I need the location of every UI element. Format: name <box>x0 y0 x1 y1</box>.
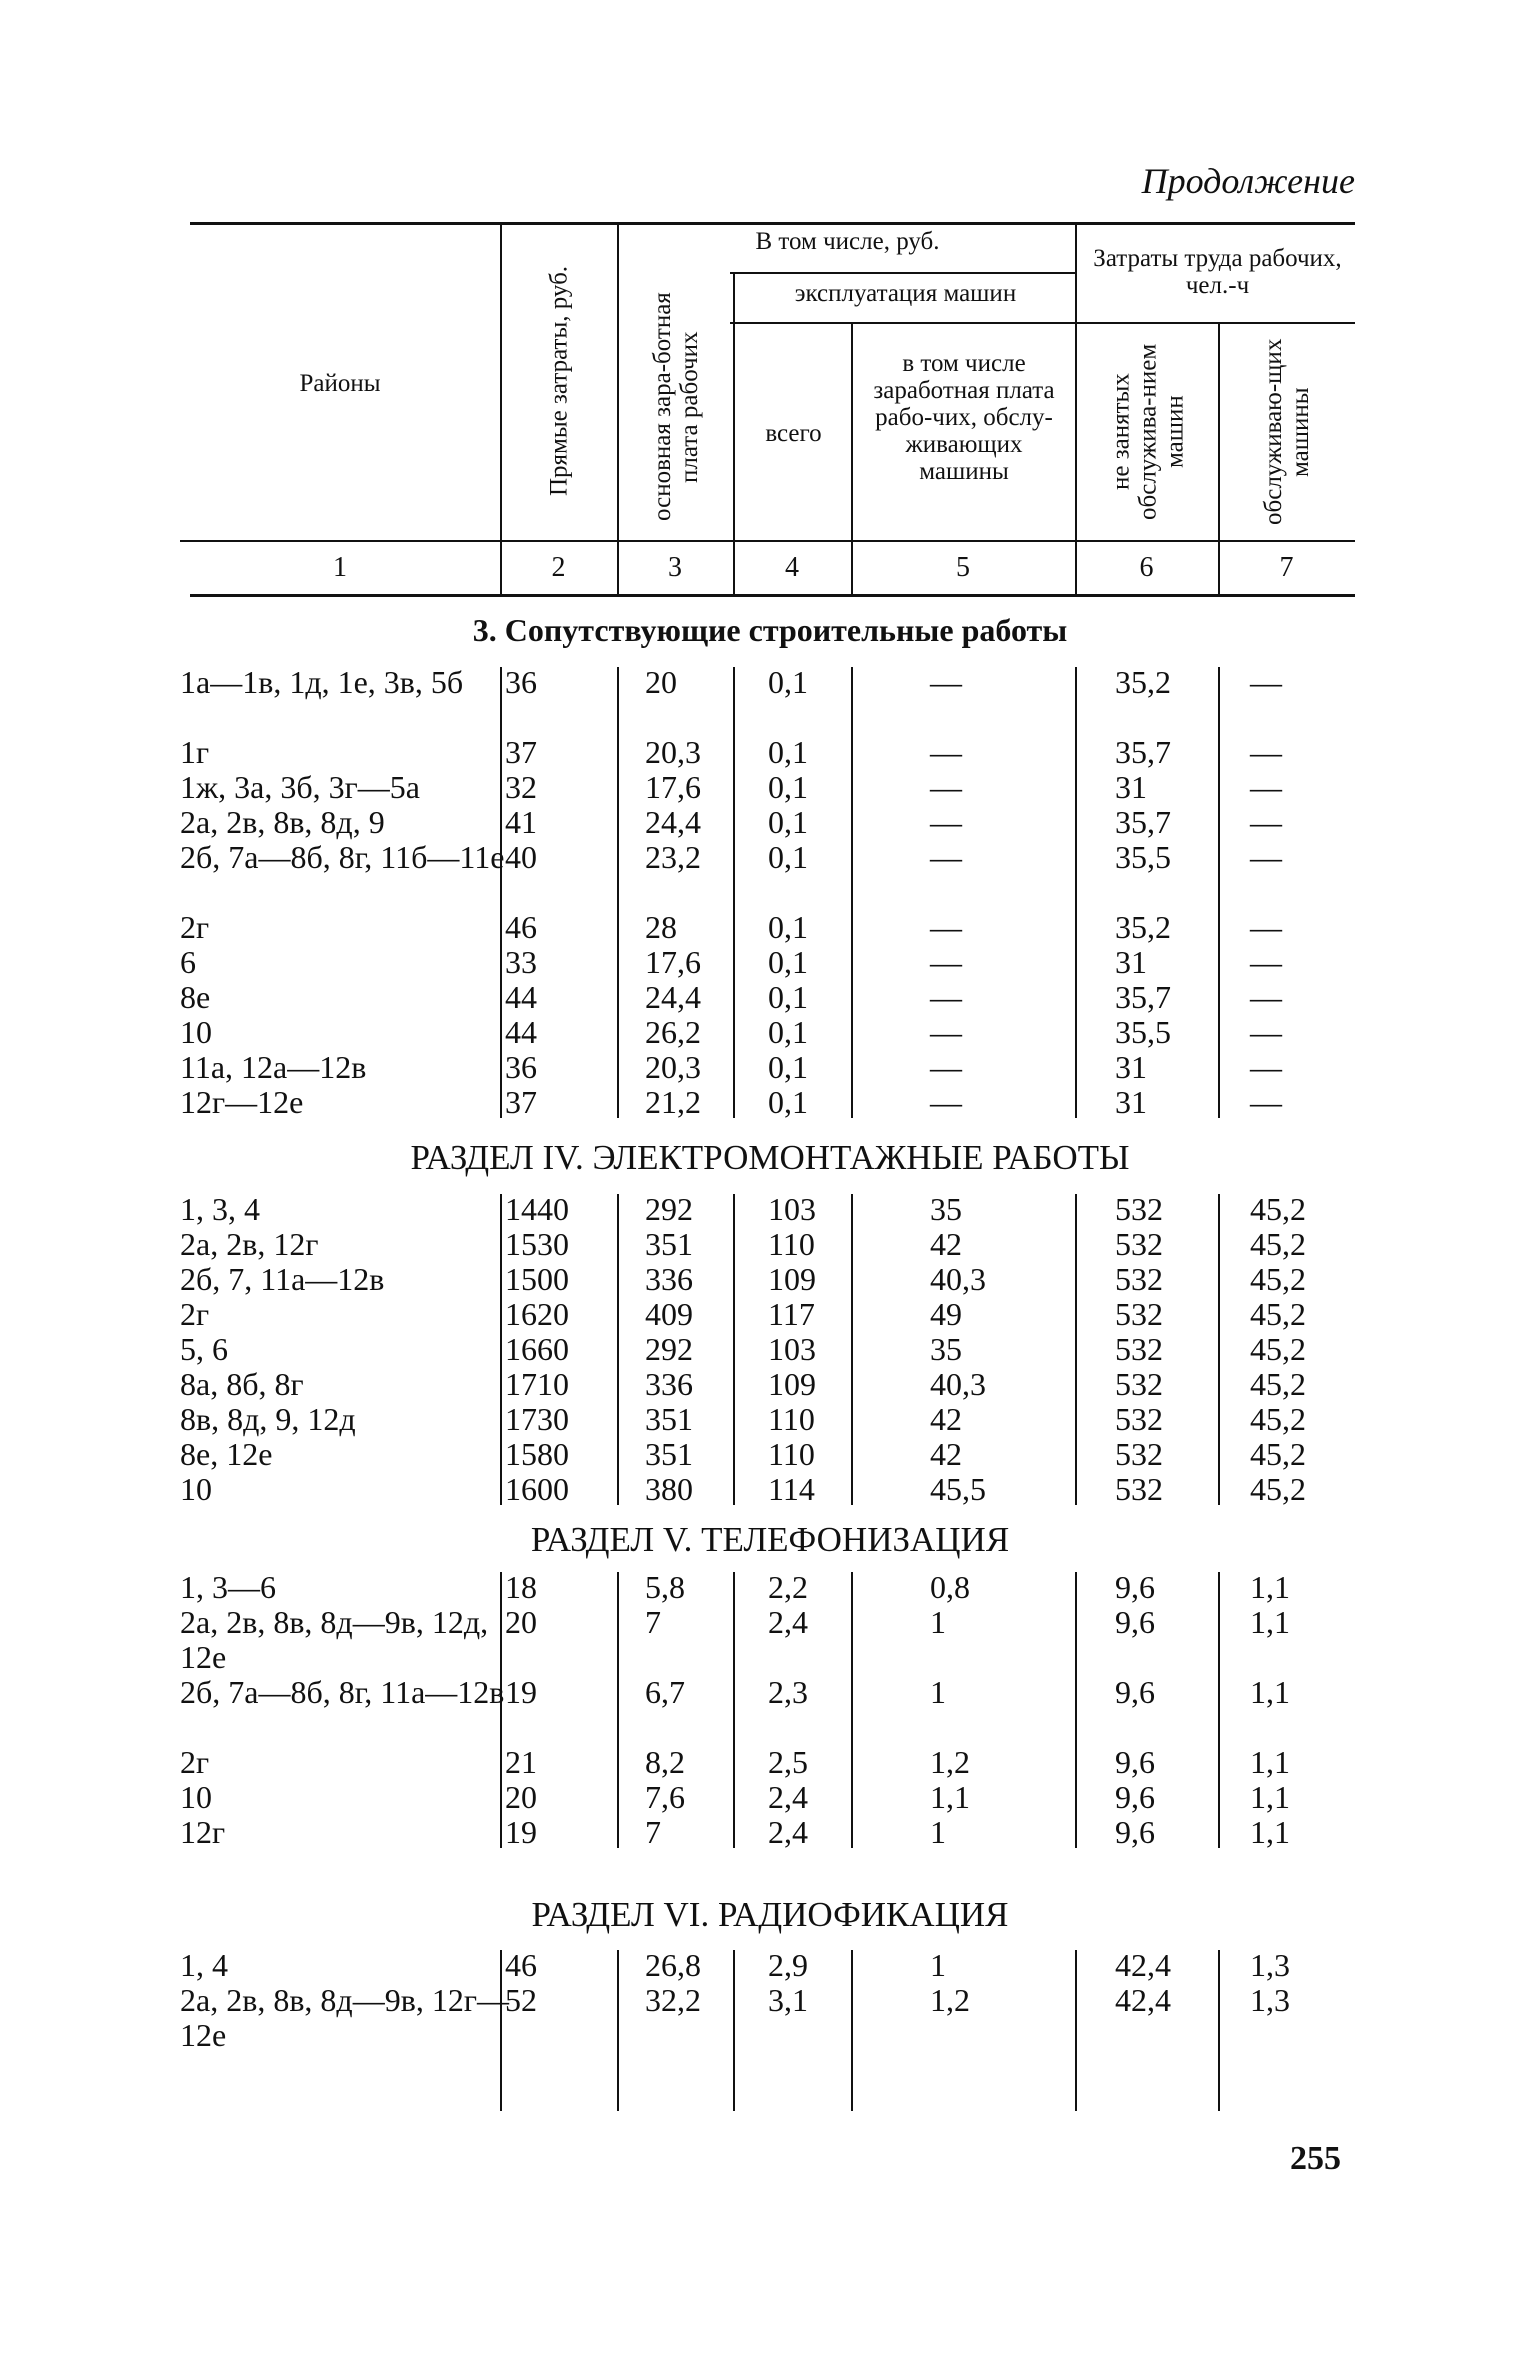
value-cell-col4: 109 <box>768 1261 816 1297</box>
value-cell-col7: 1,3 <box>1250 1947 1290 1983</box>
district-cell: 1г <box>180 734 210 770</box>
value-cell-col3: 336 <box>645 1366 693 1402</box>
value-cell-col3: 351 <box>645 1401 693 1437</box>
value-cell-col6: 532 <box>1115 1331 1163 1367</box>
value-cell-col7: — <box>1250 1049 1282 1085</box>
value-cell-col7: 1,3 <box>1250 1982 1290 2018</box>
value-cell-col6: 31 <box>1115 1084 1147 1120</box>
value-cell-col2: 21 <box>505 1744 537 1780</box>
value-cell-col7: — <box>1250 664 1282 700</box>
value-cell-col4: 103 <box>768 1191 816 1227</box>
hdr-vline-1 <box>500 222 502 594</box>
hdr-basic-wage: основная зара-ботная плата рабочих <box>649 292 703 522</box>
value-cell-col5: — <box>930 804 962 840</box>
district-cell: 1, 3, 4 <box>180 1191 260 1227</box>
value-cell-col7: 45,2 <box>1250 1191 1306 1227</box>
value-cell-col4: 0,1 <box>768 734 808 770</box>
value-cell-col6: 31 <box>1115 1049 1147 1085</box>
value-cell-col4: 2,3 <box>768 1674 808 1710</box>
col-number-6: 6 <box>1139 552 1154 583</box>
value-cell-col4: 0,1 <box>768 1049 808 1085</box>
district-cell: 2а, 2в, 8в, 8д—9в, 12д, 12е <box>180 1604 489 1675</box>
value-cell-col7: 1,1 <box>1250 1604 1290 1640</box>
body-vline <box>1218 1572 1220 1848</box>
value-cell-col6: 532 <box>1115 1261 1163 1297</box>
district-cell: 1а—1в, 1д, 1е, 3в, 5б <box>180 664 464 700</box>
section-title: РАЗДЕЛ IV. ЭЛЕКТРОМОНТАЖНЫЕ РАБОТЫ <box>410 1138 1130 1177</box>
value-cell-col3: 409 <box>645 1296 693 1332</box>
value-cell-col2: 20 <box>505 1779 537 1815</box>
value-cell-col4: 117 <box>768 1296 815 1332</box>
value-cell-col4: 0,1 <box>768 1014 808 1050</box>
value-cell-col5: 40,3 <box>930 1261 986 1297</box>
value-cell-col2: 1620 <box>505 1296 569 1332</box>
value-cell-col2: 18 <box>505 1569 537 1605</box>
district-cell: 12г <box>180 1814 226 1850</box>
section-title: 3. Сопутствующие строительные работы <box>472 612 1068 648</box>
hdr-direct-costs: Прямые затраты, руб. <box>545 265 573 497</box>
body-vline <box>500 1194 502 1505</box>
value-cell-col5: 0,8 <box>930 1569 970 1605</box>
hdr-vline-3 <box>733 272 735 594</box>
value-cell-col7: 45,2 <box>1250 1226 1306 1262</box>
value-cell-col5: 40,3 <box>930 1366 986 1402</box>
value-cell-col2: 46 <box>505 909 537 945</box>
value-cell-col6: 532 <box>1115 1366 1163 1402</box>
col-number-1: 1 <box>333 552 347 583</box>
value-cell-col7: — <box>1250 979 1282 1015</box>
value-cell-col5: 42 <box>930 1226 962 1262</box>
body-vline <box>733 1194 735 1505</box>
value-cell-col4: 2,5 <box>768 1744 808 1780</box>
value-cell-col6: 9,6 <box>1115 1604 1155 1640</box>
value-cell-col7: 1,1 <box>1250 1814 1290 1850</box>
value-cell-col7: 1,1 <box>1250 1674 1290 1710</box>
value-cell-col4: 0,1 <box>768 839 808 875</box>
value-cell-col3: 6,7 <box>645 1674 685 1710</box>
body-vline <box>617 1572 619 1848</box>
value-cell-col7: 1,1 <box>1250 1779 1290 1815</box>
value-cell-col2: 1730 <box>505 1401 569 1437</box>
value-cell-col6: 35,7 <box>1115 804 1171 840</box>
value-cell-col2: 37 <box>505 1084 537 1120</box>
hdr-machine-operation: эксплуатация машин <box>794 280 1017 307</box>
value-cell-col4: 2,4 <box>768 1814 808 1850</box>
district-cell: 10 <box>180 1779 212 1815</box>
value-cell-col2: 1440 <box>505 1191 569 1227</box>
value-cell-col5: — <box>930 1084 962 1120</box>
value-cell-col2: 44 <box>505 979 537 1015</box>
value-cell-col6: 9,6 <box>1115 1779 1155 1815</box>
value-cell-col4: 110 <box>768 1436 815 1472</box>
district-cell: 2а, 2в, 12г <box>180 1226 319 1262</box>
value-cell-col6: 42,4 <box>1115 1947 1171 1983</box>
value-cell-col5: 1 <box>930 1814 946 1850</box>
district-cell: 1, 3—6 <box>180 1569 276 1605</box>
body-vline <box>1075 1950 1077 2111</box>
value-cell-col2: 41 <box>505 804 537 840</box>
value-cell-col5: — <box>930 734 962 770</box>
district-cell: 6 <box>180 944 196 980</box>
value-cell-col6: 532 <box>1115 1226 1163 1262</box>
value-cell-col7: — <box>1250 734 1282 770</box>
value-cell-col6: 532 <box>1115 1471 1163 1507</box>
body-vline <box>1075 667 1077 1118</box>
value-cell-col3: 292 <box>645 1191 693 1227</box>
hdr-incl-wage-operators: в том числе заработная плата рабо-чих, обслу-живающих машины <box>873 350 1055 485</box>
hdr-labor-costs: Затраты труда рабочих, чел.-ч <box>1093 245 1342 299</box>
value-cell-col7: — <box>1250 839 1282 875</box>
value-cell-col6: 35,7 <box>1115 734 1171 770</box>
value-cell-col3: 32,2 <box>645 1982 701 2018</box>
hdr-districts: Районы <box>299 370 381 397</box>
district-cell: 2а, 2в, 8в, 8д, 9 <box>180 804 385 840</box>
value-cell-col3: 7,6 <box>645 1779 685 1815</box>
value-cell-col7: — <box>1250 944 1282 980</box>
value-cell-col6: 9,6 <box>1115 1814 1155 1850</box>
district-cell: 8в, 8д, 9, 12д <box>180 1401 356 1437</box>
value-cell-col5: — <box>930 1014 962 1050</box>
body-vline <box>1218 1194 1220 1505</box>
value-cell-col3: 380 <box>645 1471 693 1507</box>
value-cell-col4: 110 <box>768 1226 815 1262</box>
value-cell-col2: 52 <box>505 1982 537 2018</box>
value-cell-col4: 2,2 <box>768 1569 808 1605</box>
col-number-4: 4 <box>785 552 799 583</box>
value-cell-col6: 31 <box>1115 769 1147 805</box>
value-cell-col6: 42,4 <box>1115 1982 1171 2018</box>
value-cell-col7: 1,1 <box>1250 1744 1290 1780</box>
value-cell-col2: 19 <box>505 1814 537 1850</box>
body-vline <box>851 1572 853 1848</box>
value-cell-col3: 8,2 <box>645 1744 685 1780</box>
district-cell: 2б, 7а—8б, 8г, 11б—11е <box>180 839 505 875</box>
value-cell-col5: — <box>930 839 962 875</box>
value-cell-col6: 532 <box>1115 1436 1163 1472</box>
value-cell-col5: 42 <box>930 1436 962 1472</box>
value-cell-col2: 36 <box>505 1049 537 1085</box>
district-cell: 8е, 12е <box>180 1436 273 1472</box>
body-vline <box>500 1572 502 1848</box>
hdr-total: всего <box>765 420 822 447</box>
value-cell-col2: 1710 <box>505 1366 569 1402</box>
value-cell-col7: — <box>1250 769 1282 805</box>
value-cell-col3: 24,4 <box>645 979 701 1015</box>
value-cell-col3: 24,4 <box>645 804 701 840</box>
value-cell-col3: 26,2 <box>645 1014 701 1050</box>
value-cell-col3: 351 <box>645 1436 693 1472</box>
value-cell-col7: — <box>1250 804 1282 840</box>
body-vline <box>851 1950 853 2111</box>
value-cell-col4: 0,1 <box>768 909 808 945</box>
body-vline <box>500 1950 502 2111</box>
value-cell-col6: 35,2 <box>1115 909 1171 945</box>
continuation-label: Продолжение <box>1141 161 1355 201</box>
value-cell-col6: 35,7 <box>1115 979 1171 1015</box>
value-cell-col2: 20 <box>505 1604 537 1640</box>
value-cell-col2: 46 <box>505 1947 537 1983</box>
value-cell-col4: 114 <box>768 1471 815 1507</box>
value-cell-col7: 45,2 <box>1250 1401 1306 1437</box>
value-cell-col2: 1580 <box>505 1436 569 1472</box>
body-vline <box>733 667 735 1118</box>
rule-under-header <box>180 540 1355 542</box>
value-cell-col2: 1660 <box>505 1331 569 1367</box>
rule-under-col-numbers <box>190 594 1355 597</box>
value-cell-col6: 35,5 <box>1115 839 1171 875</box>
value-cell-col4: 2,9 <box>768 1947 808 1983</box>
value-cell-col2: 37 <box>505 734 537 770</box>
value-cell-col6: 9,6 <box>1115 1744 1155 1780</box>
value-cell-col5: — <box>930 909 962 945</box>
value-cell-col3: 5,8 <box>645 1569 685 1605</box>
district-cell: 2б, 7а—8б, 8г, 11а—12в <box>180 1674 505 1710</box>
value-cell-col6: 532 <box>1115 1401 1163 1437</box>
value-cell-col5: 1,2 <box>930 1982 970 2018</box>
value-cell-col3: 336 <box>645 1261 693 1297</box>
value-cell-col3: 7 <box>645 1814 661 1850</box>
value-cell-col3: 23,2 <box>645 839 701 875</box>
hdr-not-employed: не занятых обслужива-нием машин <box>1107 343 1189 521</box>
district-cell: 11а, 12а—12в <box>180 1049 367 1085</box>
value-cell-col2: 1600 <box>505 1471 569 1507</box>
body-vline <box>851 667 853 1118</box>
value-cell-col4: 3,1 <box>768 1982 808 2018</box>
body-vline <box>1218 667 1220 1118</box>
hdr-vline-5 <box>1075 222 1077 594</box>
district-cell: 8а, 8б, 8г <box>180 1366 304 1402</box>
value-cell-col2: 44 <box>505 1014 537 1050</box>
value-cell-col4: 0,1 <box>768 804 808 840</box>
rule-under-including <box>730 272 1075 274</box>
value-cell-col2: 19 <box>505 1674 537 1710</box>
col-number-7: 7 <box>1279 552 1294 583</box>
value-cell-col5: — <box>930 664 962 700</box>
value-cell-col3: 17,6 <box>645 769 701 805</box>
value-cell-col4: 0,1 <box>768 944 808 980</box>
district-cell: 5, 6 <box>180 1331 228 1367</box>
value-cell-col4: 0,1 <box>768 769 808 805</box>
value-cell-col4: 109 <box>768 1366 816 1402</box>
district-cell: 8е <box>180 979 211 1015</box>
hdr-including-rub: В том числе, руб. <box>755 228 940 255</box>
value-cell-col7: 45,2 <box>1250 1471 1306 1507</box>
hdr-vline-2 <box>617 222 619 594</box>
hdr-servicing: обслуживаю-щих машины <box>1260 338 1314 526</box>
body-vline <box>500 667 502 1118</box>
district-cell: 2г <box>180 909 210 945</box>
value-cell-col6: 9,6 <box>1115 1569 1155 1605</box>
body-vline <box>1075 1194 1077 1505</box>
value-cell-col5: — <box>930 944 962 980</box>
value-cell-col4: 0,1 <box>768 979 808 1015</box>
value-cell-col5: 35 <box>930 1331 962 1367</box>
district-cell: 2а, 2в, 8в, 8д—9в, 12г—12е <box>180 1982 509 2053</box>
table-top-rule <box>190 222 1355 225</box>
value-cell-col6: 9,6 <box>1115 1674 1155 1710</box>
value-cell-col4: 0,1 <box>768 1084 808 1120</box>
district-cell: 2г <box>180 1296 210 1332</box>
value-cell-col6: 532 <box>1115 1191 1163 1227</box>
value-cell-col7: 45,2 <box>1250 1261 1306 1297</box>
value-cell-col7: — <box>1250 909 1282 945</box>
value-cell-col4: 2,4 <box>768 1779 808 1815</box>
value-cell-col5: 1,2 <box>930 1744 970 1780</box>
body-vline <box>617 1194 619 1505</box>
value-cell-col3: 21,2 <box>645 1084 701 1120</box>
section-title: РАЗДЕЛ V. ТЕЛЕФОНИЗАЦИЯ <box>530 1520 1010 1559</box>
value-cell-col5: 1 <box>930 1947 946 1983</box>
district-cell: 2г <box>180 1744 210 1780</box>
district-cell: 2б, 7, 11а—12в <box>180 1261 385 1297</box>
value-cell-col3: 351 <box>645 1226 693 1262</box>
body-vline <box>617 667 619 1118</box>
value-cell-col3: 20,3 <box>645 734 701 770</box>
value-cell-col7: 45,2 <box>1250 1436 1306 1472</box>
value-cell-col5: 1 <box>930 1604 946 1640</box>
value-cell-col3: 28 <box>645 909 677 945</box>
value-cell-col3: 7 <box>645 1604 661 1640</box>
body-vline <box>851 1194 853 1505</box>
body-vline <box>733 1572 735 1848</box>
section-title: РАЗДЕЛ VI. РАДИОФИКАЦИЯ <box>531 1895 1009 1934</box>
value-cell-col3: 17,6 <box>645 944 701 980</box>
value-cell-col7: 45,2 <box>1250 1296 1306 1332</box>
value-cell-col6: 31 <box>1115 944 1147 980</box>
value-cell-col3: 20 <box>645 664 677 700</box>
district-cell: 12г—12е <box>180 1084 304 1120</box>
district-cell: 1, 4 <box>180 1947 228 1983</box>
rule-under-machine <box>730 322 1355 324</box>
value-cell-col2: 40 <box>505 839 537 875</box>
page-number: 255 <box>1290 2140 1341 2177</box>
value-cell-col5: 45,5 <box>930 1471 986 1507</box>
value-cell-col4: 103 <box>768 1331 816 1367</box>
value-cell-col5: — <box>930 1049 962 1085</box>
district-cell: 10 <box>180 1471 212 1507</box>
value-cell-col7: — <box>1250 1084 1282 1120</box>
value-cell-col2: 36 <box>505 664 537 700</box>
value-cell-col5: 49 <box>930 1296 962 1332</box>
value-cell-col5: — <box>930 769 962 805</box>
value-cell-col7: 1,1 <box>1250 1569 1290 1605</box>
value-cell-col5: 35 <box>930 1191 962 1227</box>
value-cell-col4: 110 <box>768 1401 815 1437</box>
value-cell-col4: 0,1 <box>768 664 808 700</box>
value-cell-col5: 1 <box>930 1674 946 1710</box>
col-number-5: 5 <box>956 552 970 583</box>
col-number-3: 3 <box>668 552 682 583</box>
body-vline <box>1075 1572 1077 1848</box>
value-cell-col6: 35,5 <box>1115 1014 1171 1050</box>
col-number-2: 2 <box>551 552 566 583</box>
district-cell: 10 <box>180 1014 212 1050</box>
value-cell-col5: 1,1 <box>930 1779 970 1815</box>
value-cell-col2: 33 <box>505 944 537 980</box>
value-cell-col6: 532 <box>1115 1296 1163 1332</box>
value-cell-col3: 292 <box>645 1331 693 1367</box>
value-cell-col3: 26,8 <box>645 1947 701 1983</box>
body-vline <box>1218 1950 1220 2111</box>
value-cell-col7: 45,2 <box>1250 1366 1306 1402</box>
value-cell-col6: 35,2 <box>1115 664 1171 700</box>
value-cell-col7: 45,2 <box>1250 1331 1306 1367</box>
district-cell: 1ж, 3а, 3б, 3г—5а <box>180 769 420 805</box>
value-cell-col3: 20,3 <box>645 1049 701 1085</box>
body-vline <box>733 1950 735 2111</box>
value-cell-col2: 1500 <box>505 1261 569 1297</box>
value-cell-col2: 1530 <box>505 1226 569 1262</box>
value-cell-col5: 42 <box>930 1401 962 1437</box>
body-vline <box>617 1950 619 2111</box>
value-cell-col7: — <box>1250 1014 1282 1050</box>
value-cell-col4: 2,4 <box>768 1604 808 1640</box>
value-cell-col5: — <box>930 979 962 1015</box>
value-cell-col2: 32 <box>505 769 537 805</box>
